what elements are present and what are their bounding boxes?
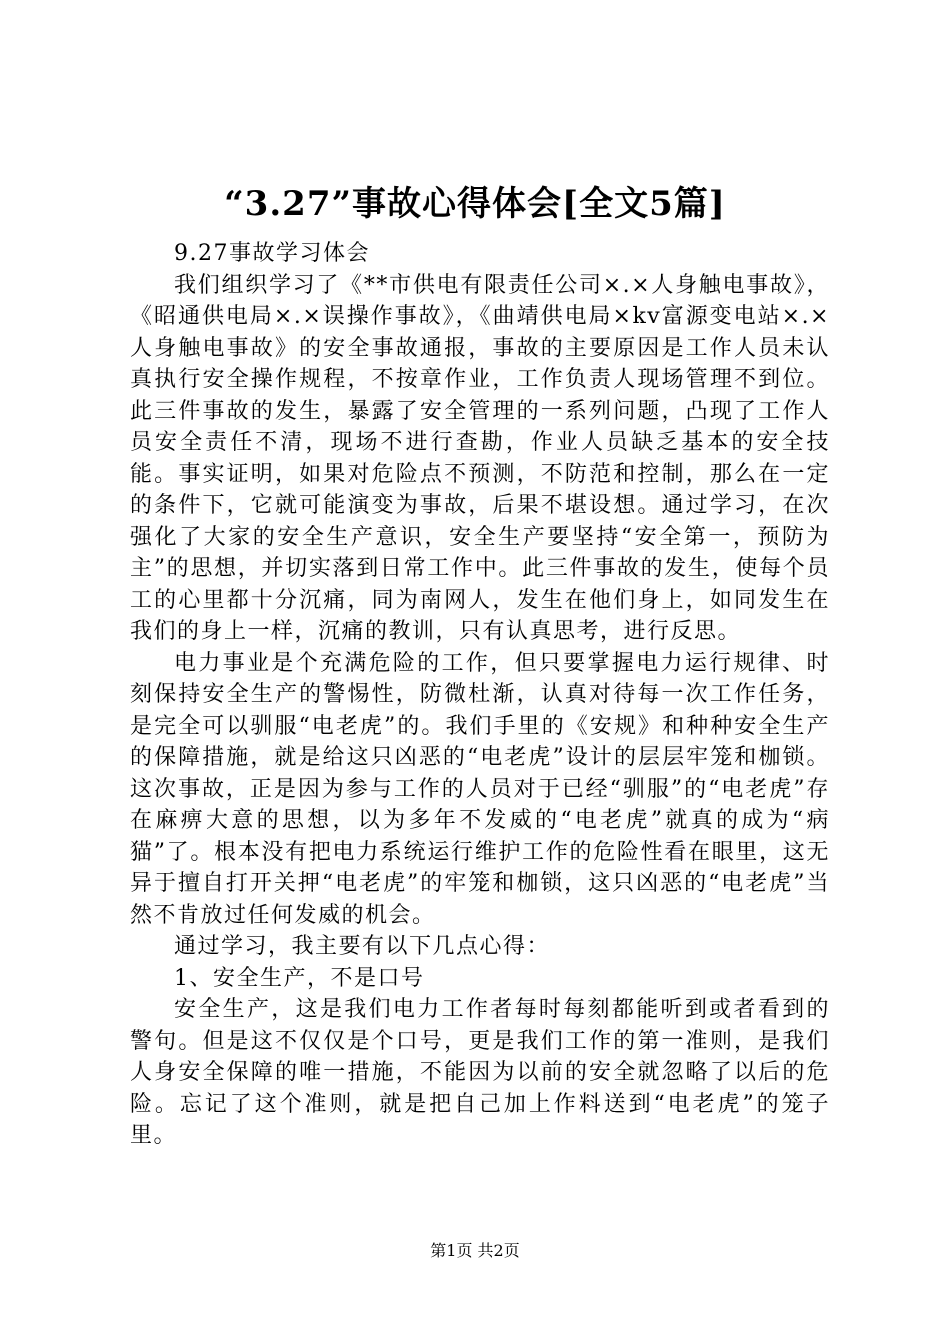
paragraph: 电力事业是个充满危险的工作，但只要掌握电力运行规律、时刻保持安全生产的警惕性，防微杜渐，认真对待每一次工作任务，是完全可以驯服“电老虎”的。我们手里的《安规》和种种安全生产的保障措施，就是给这只凶恶的“电老虎”设计的层层牢笼和枷锁。这次事故，正是因为参与工作的人员对于已经“驯服”的“电老虎”存在麻痹大意的思想，以为多年不发威的“电老虎”就真的成为“病猫”了。根本没有把电力系统运行维护工作的危险性看在眼里，这无异于擅自打开关押“电老虎”的牢笼和枷锁，这只凶恶的“电老虎”当然不肯放过任何发威的机会。 [130, 650, 830, 928]
paragraph: 我们组织学习了《**市供电有限责任公司×.×人身触电事故》，《昭通供电局×.×误操作事故》，《曲靖供电局×kv富源变电站×.×人身触电事故》的安全事故通报，事故的主要原因是工作人员未认真执行安全操作规程，不按章作业，工作负责人现场管理不到位。此三件事故的发生，暴露了安全管理的一系列问题，凸现了工作人员安全责任不清，现场不进行查勘，作业人员缺乏基本的安全技能。事实证明，如果对危险点不预测，不防范和控制，那么在一定的条件下，它就可能演变为事故，后果不堪设想。通过学习，在次强化了大家的安全生产意识，安全生产要坚持“安全第一，预防为主”的思想，并切实落到日常工作中。此三件事故的发生，使每个员工的心里都十分沉痛，同为南网人，发生在他们身上，如同发生在我们的身上一样，沉痛的教训，只有认真思考，进行反思。 [130, 272, 830, 644]
document-title: “3.27”事故心得体会[全文5篇] [224, 184, 726, 224]
paragraph-heading: 1、安全生产，不是口号 [174, 965, 425, 991]
document-body [130, 238, 830, 1152]
page-footer: 第1页 共2页 [430, 1241, 520, 1260]
paragraph-subtitle: 9.27事故学习体会 [174, 241, 370, 266]
paragraph: 通过学习，我主要有以下几点心得： [174, 934, 551, 959]
paragraph: 安全生产，这是我们电力工作者每时每刻都能听到或者看到的警句。但是这不仅仅是个口号，更是我们工作的第一准则，是我们人身安全保障的唯一措施，不能因为以前的安全就忽略了以后的危险。忘记了这个准则，就是把自己加上作料送到“电老虎”的笼子里。 [130, 997, 830, 1148]
